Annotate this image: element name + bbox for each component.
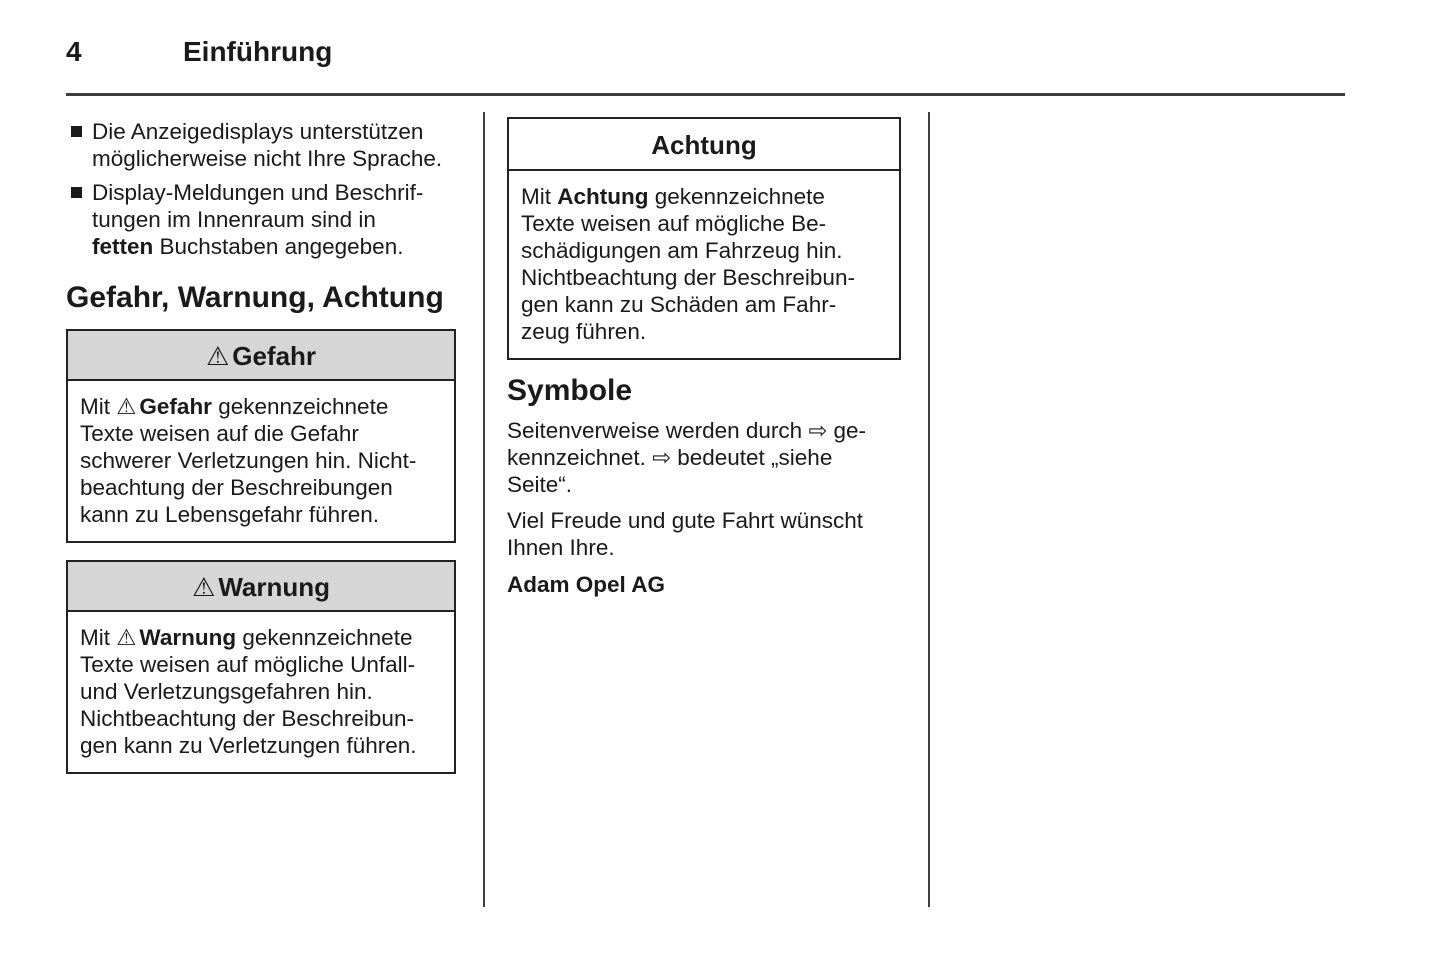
page-reference-arrow-icon: ⇨ [652, 445, 671, 470]
warning-triangle-icon: ⚠ [116, 625, 137, 650]
middle-column [507, 117, 901, 598]
column-divider-left [483, 112, 485, 907]
text-line [80, 393, 443, 420]
text-run: Viel Freude und gute Fahrt wünscht [507, 508, 864, 533]
text-run: tungen im Innenraum sind in [92, 207, 376, 232]
text-run: schädigungen am Fahrzeug hin. [521, 238, 843, 263]
text-run: ge- [827, 418, 867, 443]
text-run: kennzeichnet. [507, 445, 653, 470]
text-run: Texte weisen auf mögliche Be- [521, 211, 827, 236]
caution-box-header [509, 119, 899, 171]
text-line [507, 417, 901, 444]
caution-box [507, 117, 901, 360]
text-line [521, 210, 888, 237]
text-line [507, 534, 901, 561]
text-run: Gefahr [139, 394, 212, 419]
text-run: Nichtbeachtung der Beschreibun- [80, 706, 414, 731]
text-line [80, 705, 443, 732]
text-run: Warnung [139, 625, 237, 650]
text-line [80, 651, 443, 678]
text-run: fetten [92, 234, 154, 259]
text-run: zeug führen. [521, 319, 647, 344]
text-line [92, 145, 456, 172]
text-line [80, 447, 443, 474]
page-reference-arrow-icon: ⇨ [808, 418, 828, 443]
symbols-paragraph [507, 417, 901, 498]
text-run: und Verletzungsgefahren hin. [80, 679, 373, 704]
text-line [80, 501, 443, 528]
text-run: beachtung der Beschreibungen [80, 475, 393, 500]
text-run: Texte weisen auf mögliche Unfall- [80, 652, 416, 677]
right-column [955, 112, 1345, 907]
text-run: Die Anzeigedisplays unterstützen [92, 119, 424, 144]
left-column [66, 118, 456, 774]
text-run: Achtung [557, 184, 649, 209]
danger-box-title: Gefahr [232, 341, 317, 371]
text-line [521, 183, 888, 210]
section-heading: Gefahr, Warnung, Achtung [66, 281, 444, 314]
text-run: Seitenverweise werden durch [507, 418, 809, 443]
text-run: gekennzeichnete [648, 184, 825, 209]
text-run: Mit [521, 184, 558, 209]
closing-paragraph [507, 507, 901, 561]
text-run: gen kann zu Schäden am Fahr- [521, 292, 837, 317]
text-line [92, 233, 456, 260]
danger-box-body [68, 381, 454, 541]
text-line [507, 507, 901, 534]
page-number: 4 [66, 36, 82, 67]
warning-box-header [68, 562, 454, 612]
text-run: Ihnen Ihre. [507, 535, 615, 560]
text-run: möglicherweise nicht Ihre Sprache. [92, 146, 443, 171]
text-run: Texte weisen auf die Gefahr [80, 421, 359, 446]
text-run: gekennzeichnete [211, 394, 389, 419]
text-line [80, 474, 443, 501]
bullet-icon [71, 187, 82, 198]
text-run: gekennzeichnete [236, 625, 413, 650]
bullet-item [66, 118, 456, 172]
text-line [507, 444, 901, 471]
bullet-text [92, 179, 456, 260]
text-run: schwerer Verletzungen hin. Nicht- [80, 448, 417, 473]
warning-triangle-icon: ⚠ [205, 341, 230, 371]
caution-box-title: Achtung [651, 130, 757, 160]
text-line [92, 179, 456, 206]
text-line [80, 732, 443, 759]
text-line [507, 471, 901, 498]
text-line [80, 624, 443, 651]
caution-box-body [509, 171, 899, 358]
text-line [80, 420, 443, 447]
text-run: bedeutet „siehe [670, 445, 833, 470]
text-run: Mit [80, 625, 117, 650]
chapter-title: Einführung [183, 36, 333, 67]
text-line [521, 318, 888, 345]
warning-triangle-icon: ⚠ [116, 394, 137, 419]
bullet-icon [71, 126, 82, 137]
text-run: Nichtbeachtung der Beschreibun- [521, 265, 855, 290]
text-line [92, 118, 456, 145]
warning-triangle-icon: ⚠ [192, 572, 216, 602]
header-rule [66, 93, 1345, 96]
text-line [521, 264, 888, 291]
symbols-heading: Symbole [507, 374, 633, 407]
text-run: kann zu Lebensgefahr führen. [80, 502, 379, 527]
text-line [80, 678, 443, 705]
text-run: Mit [80, 394, 117, 419]
warning-box-title: Warnung [218, 572, 330, 602]
bullet-item [66, 179, 456, 260]
text-run: Buchstaben angegeben. [153, 234, 404, 259]
text-run: Display-Meldungen und Beschrif- [92, 180, 424, 205]
danger-box-header [68, 331, 454, 381]
bullet-text [92, 118, 456, 172]
text-line [92, 206, 456, 233]
signature: Adam Opel AG [507, 572, 665, 597]
text-line [521, 237, 888, 264]
warning-box-body [68, 612, 454, 772]
column-divider-right [928, 112, 930, 907]
warning-box [66, 560, 456, 774]
danger-box [66, 329, 456, 543]
text-line [521, 291, 888, 318]
text-run: gen kann zu Verletzungen führen. [80, 733, 417, 758]
text-run: Seite“. [507, 472, 573, 497]
